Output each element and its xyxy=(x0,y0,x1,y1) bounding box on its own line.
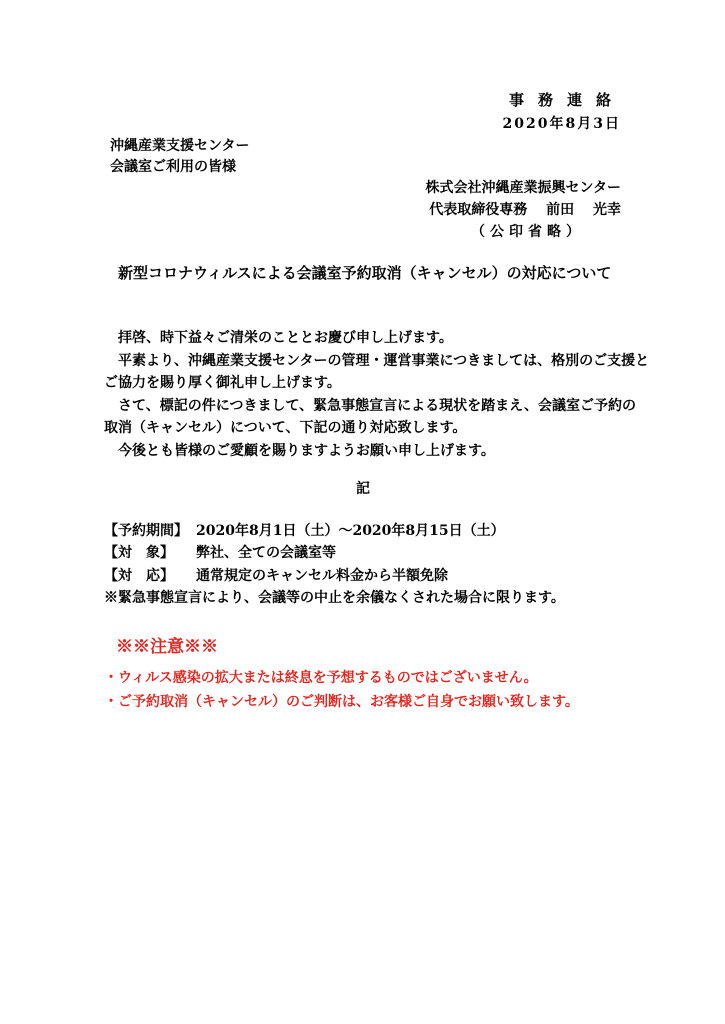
sender-company: 株式会社沖縄産業振興センター xyxy=(425,180,621,196)
period-value: 2020年8月1日（土）～2020年8月15日（土） xyxy=(196,523,505,539)
ki-marker: 記 xyxy=(356,481,370,497)
warning-item: ・ウィルス感染の拡大または終息を予想するものではございません。 xyxy=(104,670,538,686)
body-line: 取消（キャンセル）について、下記の通り対応致します。 xyxy=(104,420,467,436)
response-label: 【対 応】 xyxy=(104,568,174,584)
body-greeting: 拝啓、時下益々ご清栄のこととお慶び申し上げます。 xyxy=(118,330,453,346)
response-value: 通常規定のキャンセル料金から半額免除 xyxy=(196,568,448,584)
addressee-recipients: 会議室ご利用の皆様 xyxy=(110,159,236,175)
body-line: ご協力を賜り厚く御礼申し上げます。 xyxy=(104,375,341,391)
warning-heading: ※※注意※※ xyxy=(116,637,218,657)
document-subject: 新型コロナウィルスによる会議室予約取消（キャンセル）の対応について xyxy=(118,264,612,282)
warning-item: ・ご予約取消（キャンセル）のご判断は、お客様ご自身でお願い致します。 xyxy=(104,694,579,710)
condition-note: ※緊急事態宣言により、会議等の中止を余儀なくされた場合に限ります。 xyxy=(104,590,565,606)
sender-title-name: 代表取締役専務 前田 光幸 xyxy=(429,202,621,218)
body-closing: 今後とも皆様のご愛顧を賜りますようお願い申し上げます。 xyxy=(118,443,495,459)
document-date: 2020年8月3日 xyxy=(502,116,621,132)
body-line: 平素より、沖縄産業支援センターの管理・運営事業につきましては、格別のご支援と xyxy=(118,353,650,369)
target-value: 弊社、全ての会議室等 xyxy=(196,545,336,561)
period-label: 【予約期間】 xyxy=(104,523,188,539)
seal-omitted-note: （公印省略） xyxy=(471,224,585,240)
target-label: 【対 象】 xyxy=(104,545,174,561)
document-type: 事務連絡 xyxy=(508,91,625,109)
body-line: さて、標記の件につきまして、緊急事態宣言による現状を踏まえ、会議室ご予約の xyxy=(118,398,636,414)
addressee-organization: 沖縄産業支援センター xyxy=(110,138,250,154)
